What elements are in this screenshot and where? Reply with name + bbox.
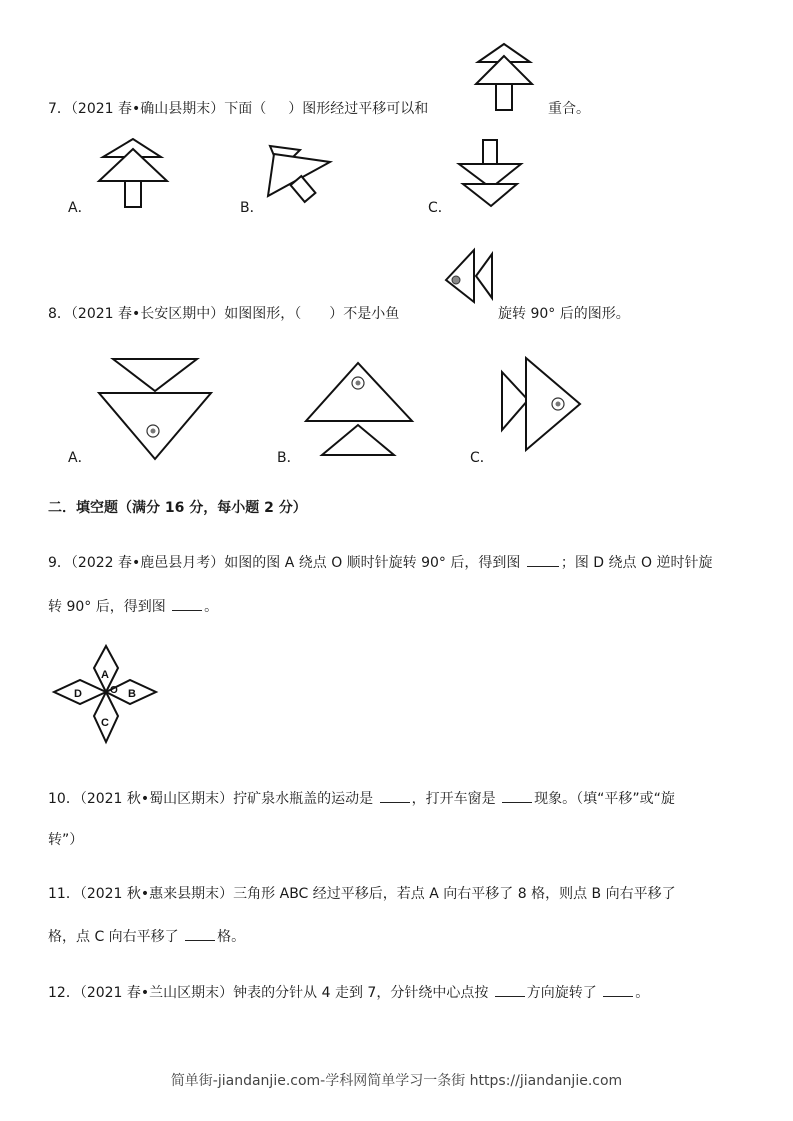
q7-text-before: 下面（ <box>224 101 267 117</box>
q9-answer-blank-1[interactable] <box>527 552 559 567</box>
q11-line-2 <box>48 926 245 947</box>
q9-label-o: O <box>110 685 118 696</box>
q7-reference-tree-figure <box>470 40 550 115</box>
q12-line-1 <box>48 982 649 1003</box>
q8-text-after: ）不是小鱼 <box>329 306 400 322</box>
q10-answer-blank-1[interactable] <box>380 788 410 803</box>
q8-source: （2021 春•长安区期中） <box>70 306 225 322</box>
q12-number: 12． <box>48 985 80 1001</box>
q7-option-a-figure <box>95 135 175 213</box>
q9-answer-blank-2[interactable] <box>172 596 202 611</box>
q8-line <box>48 304 399 324</box>
q8-option-b-figure <box>302 355 422 465</box>
q8-number: 8． <box>48 306 71 322</box>
q9-number: 9． <box>48 555 71 571</box>
q9-line-2 <box>48 596 218 617</box>
q9-label-a: A <box>101 669 109 681</box>
q11-source: （2021 秋•惠来县期末） <box>79 886 234 902</box>
q9-text-1b: ；图 D 绕点 O 逆时针旋 <box>560 555 713 571</box>
q7-text-after: ）图形经过平移可以和 <box>288 101 429 117</box>
q10-text-1a: 拧矿泉水瓶盖的运动是 <box>233 791 374 807</box>
q7-source: （2021 春•确山县期末） <box>70 101 225 117</box>
section-2-title: 二．填空题（满分 16 分，每小题 2 分） <box>48 500 307 516</box>
q11-line-1 <box>48 884 676 904</box>
q7-text-end: 重合。 <box>548 101 590 117</box>
q11-text-1: 三角形 ABC 经过平移后，若点 A 向右平移了 8 格，则点 B 向右平移了 <box>233 886 676 902</box>
q10-source: （2021 秋•蜀山区期末） <box>79 791 234 807</box>
q9-text-2a: 转 90° 后，得到图 <box>48 599 166 615</box>
q10-text-1c: 现象。（填“平移”或“旋 <box>534 791 675 807</box>
q12-answer-blank-2[interactable] <box>603 982 633 997</box>
q12-text-1a: 钟表的分针从 4 走到 7，分针绕中心点按 <box>233 985 489 1001</box>
q10-line-1 <box>48 788 675 809</box>
q11-text-2b: 格。 <box>217 929 246 945</box>
q11-number: 11． <box>48 886 80 902</box>
q7-line <box>48 99 428 119</box>
q9-label-b: B <box>128 688 136 700</box>
q8-option-a-figure <box>95 355 220 475</box>
q7-option-c-label: C． <box>428 200 452 216</box>
q9-line-1 <box>48 552 712 573</box>
q8-option-c-figure <box>496 352 586 457</box>
q9-label-c: C <box>101 717 109 729</box>
q10-line-2: 转”） <box>48 832 84 848</box>
q12-answer-blank-1[interactable] <box>495 982 525 997</box>
fish-eye-icon <box>452 276 460 284</box>
q8-text-end: 旋转 90° 后的图形。 <box>498 306 630 322</box>
q12-source: （2021 春•兰山区期末） <box>79 985 234 1001</box>
q11-answer-blank[interactable] <box>185 926 215 941</box>
q8-option-b-label: B． <box>277 450 301 466</box>
q8-reference-fish-figure <box>440 246 500 304</box>
q10-answer-blank-2[interactable] <box>502 788 532 803</box>
q7-option-b-figure <box>262 140 342 210</box>
q8-text-before: 如图图形，（ <box>224 306 302 322</box>
q9-rhombus-figure <box>50 642 165 752</box>
q9-label-d: D <box>74 688 82 700</box>
q11-text-2a: 格，点 C 向右平移了 <box>48 929 179 945</box>
q10-number: 10． <box>48 791 80 807</box>
q9-text-1a: 如图的图 A 绕点 O 顺时针旋转 90° 后，得到图 <box>224 555 521 571</box>
q12-text-1c: 。 <box>635 985 650 1001</box>
q10-text-1b: ，打开车窗是 <box>411 791 496 807</box>
page-footer: 简单街-jiandanjie.com-学科网简单学习一条街 https://jiandanjie.com <box>170 1073 623 1089</box>
q12-text-1b: 方向旋转了 <box>526 985 597 1001</box>
q9-text-2b: 。 <box>204 599 219 615</box>
q8-option-c-label: C． <box>470 450 494 466</box>
q8-option-a-label: A． <box>68 450 92 466</box>
q7-option-b-label: B． <box>240 200 264 216</box>
q9-source: （2022 春•鹿邑县月考） <box>70 555 225 571</box>
q7-option-c-figure <box>455 138 530 210</box>
q7-option-a-label: A． <box>68 200 92 216</box>
q7-number: 7． <box>48 101 71 117</box>
